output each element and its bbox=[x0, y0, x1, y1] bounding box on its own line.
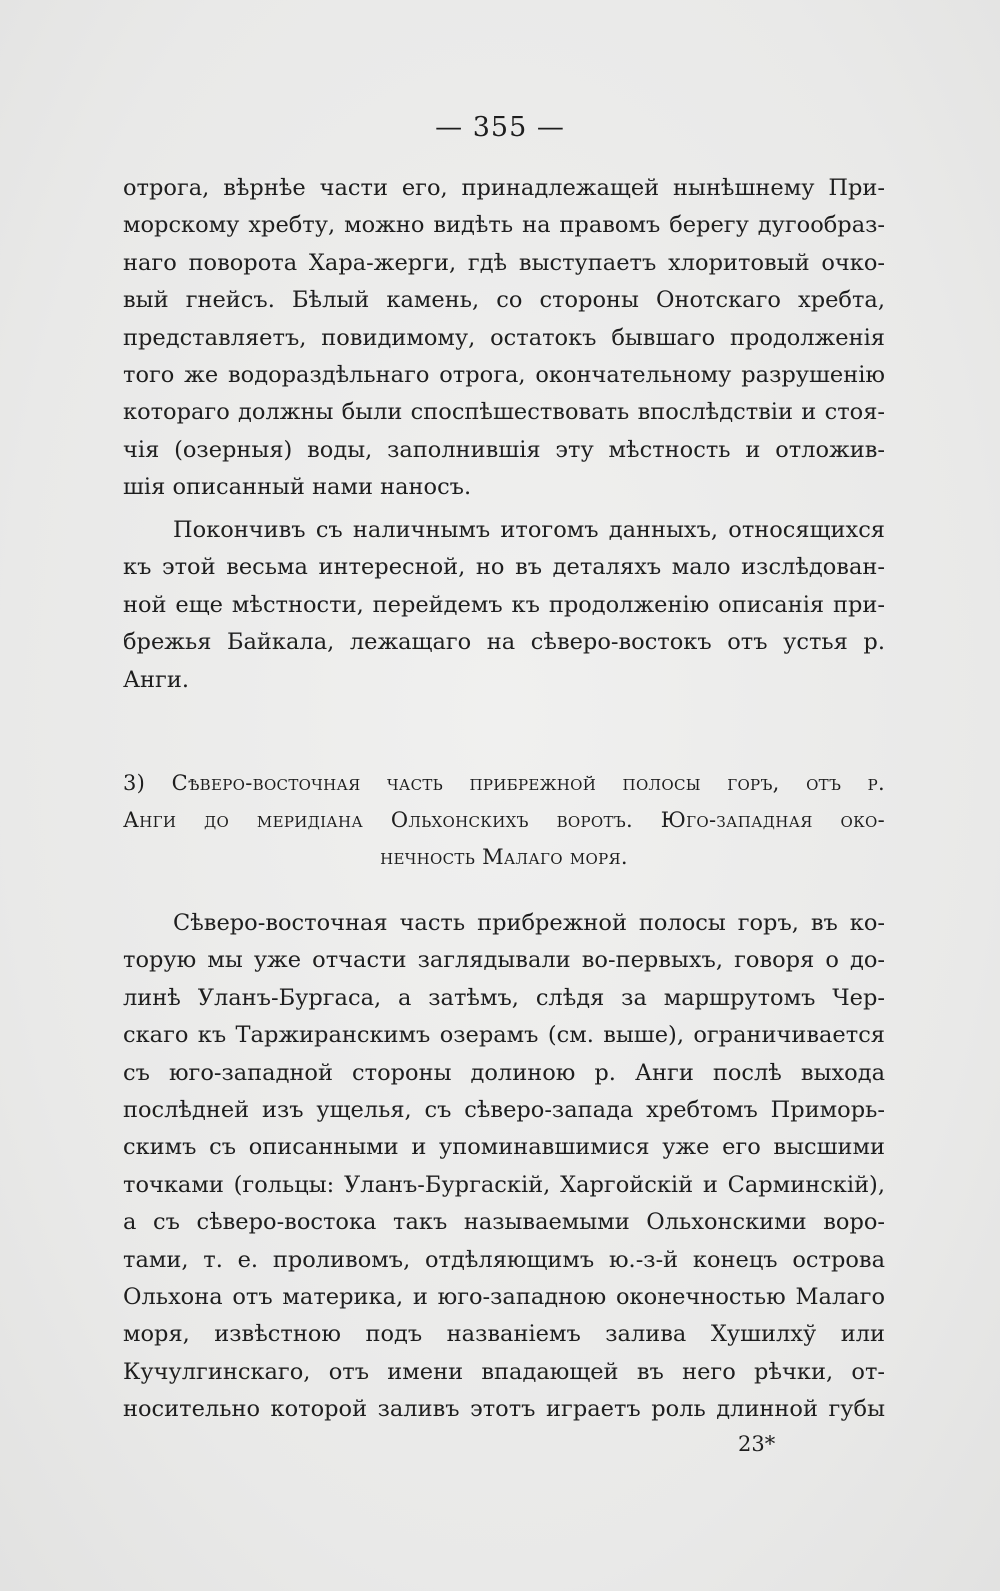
text-line: съ юго-западной стороны долиною р. Анги послѣ выхода bbox=[123, 1059, 885, 1086]
paragraph-continued bbox=[123, 170, 885, 507]
text-line: къ этой весьма интересной, но въ деталяхъ мало изслѣдован- bbox=[123, 554, 885, 581]
paragraph-section-body bbox=[123, 905, 885, 1429]
text-line: наго поворота Хара-жерги, гдѣ выступаетъ хлоритовый очко- bbox=[123, 249, 885, 276]
text-line: Кучулгинскаго, отъ имени впадающей въ него рѣчки, от- bbox=[123, 1358, 885, 1385]
text-line: послѣдней изъ ущелья, съ сѣверо-запада хребтомъ Приморь- bbox=[123, 1097, 885, 1124]
text-line: представляетъ, повидимому, остатокъ бывшаго продолженія bbox=[123, 324, 885, 351]
text-line: ной еще мѣстности, перейдемъ къ продолженію описанія при- bbox=[123, 591, 885, 618]
heading-line: 3) Сѣверо-восточная часть прибрежной полосы горъ, отъ р. bbox=[123, 771, 885, 795]
text-line: шія описанный нами наносъ. bbox=[123, 474, 472, 501]
text-line: тами, т. е. проливомъ, отдѣляющимъ ю.-з-й конецъ острова bbox=[123, 1246, 885, 1273]
text-line: морскому хребту, можно видѣть на правомъ берегу дугообраз- bbox=[123, 212, 885, 239]
text-line: вый гнейсъ. Бѣлый камень, со стороны Онотскаго хребта, bbox=[123, 287, 885, 314]
heading-line: Анги до меридіана Ольхонскихъ воротъ. Юго-западная око- bbox=[123, 808, 885, 832]
text-line: Покончивъ съ наличнымъ итогомъ данныхъ, относящихся bbox=[173, 517, 885, 543]
text-line: того же водораздѣльнаго отрога, окончательному разрушенію bbox=[123, 362, 885, 389]
text-line: Ольхона отъ материка, и юго-западною оконечностью Малаго bbox=[123, 1284, 885, 1311]
section-heading bbox=[123, 765, 885, 876]
heading-line: нечность Малаго моря. bbox=[380, 845, 628, 869]
text-line: а съ сѣверо-востока такъ называемыми Ольхонскими воро- bbox=[123, 1209, 885, 1236]
page-number: — 355 — bbox=[435, 112, 565, 143]
text-line: скимъ съ описанными и упоминавшимися уже его высшими bbox=[123, 1134, 885, 1161]
text-line: чія (озерныя) воды, заполнившія эту мѣстность и отложив- bbox=[123, 436, 885, 463]
text-line: линѣ Уланъ-Бургаса, а затѣмъ, слѣдя за маршрутомъ Чер- bbox=[123, 984, 885, 1011]
text-line: отрога, вѣрнѣе части его, принадлежащей нынѣшнему При- bbox=[123, 175, 885, 201]
text-line: Анги. bbox=[123, 666, 189, 693]
text-line: моря, извѣстною подъ названіемъ залива Хушилхў или bbox=[123, 1321, 885, 1348]
text-line: носительно которой заливъ этотъ играетъ роль длинной губы bbox=[123, 1396, 885, 1423]
text-line: торую мы уже отчасти заглядывали во-первыхъ, говоря о до- bbox=[123, 947, 885, 974]
text-line: брежья Байкала, лежащаго на сѣверо-востокъ отъ устья р. bbox=[123, 629, 885, 656]
text-line: скаго къ Таржиранскимъ озерамъ (см. выше), ограничивается bbox=[123, 1022, 885, 1049]
paragraph-summary bbox=[123, 512, 885, 699]
signature-mark: 23* bbox=[738, 1432, 776, 1456]
text-line: Сѣверо-восточная часть прибрежной полосы горъ, въ ко- bbox=[173, 910, 885, 936]
text-line: котораго должны были споспѣшествовать впослѣдствіи и стоя- bbox=[123, 399, 885, 426]
text-line: точками (гольцы: Уланъ-Бургаскій, Харгойскій и Сарминскій), bbox=[123, 1171, 885, 1198]
